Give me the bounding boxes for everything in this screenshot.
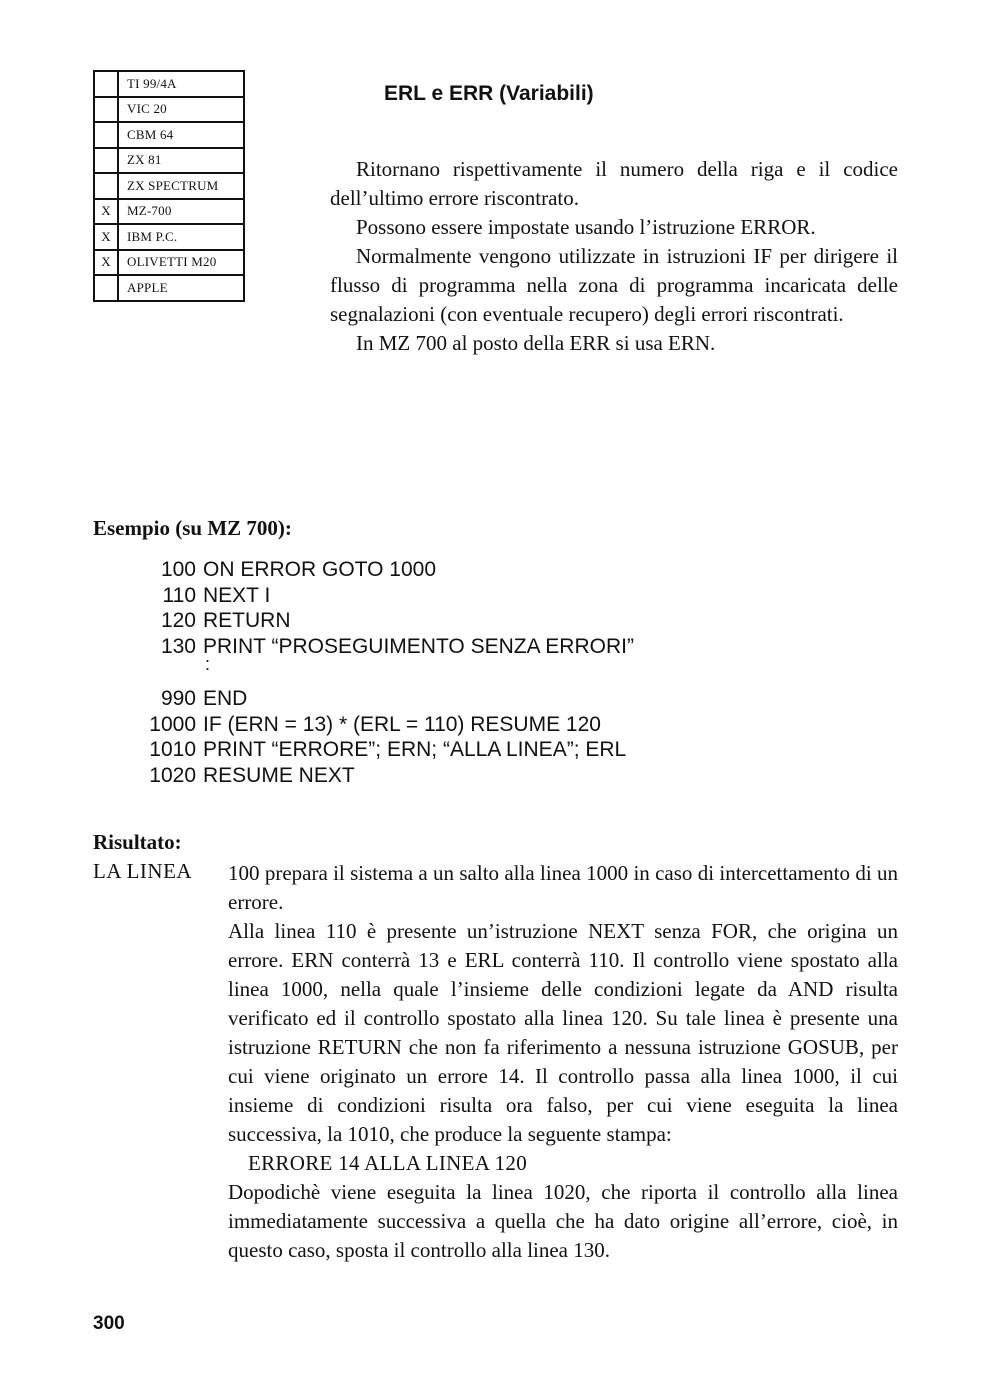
- result-text: [228, 859, 898, 1265]
- compat-system: APPLE: [118, 275, 244, 301]
- compat-system: TI 99/4A: [118, 71, 244, 97]
- compatibility-table: [93, 70, 245, 302]
- result-paragraph: Alla linea 110 è presente un’istruzione NEXT senza FOR, che origina un errore. ERN conterrà 13 e ERL conterrà 110. Il controllo viene spostato alla linea 1000, nella quale l’insieme delle condizioni legate da AND risulta verificato ed il controllo spostato alla linea 120. Su tale linea è presente una istruzione RETURN che non fa riferimento a nessuna istruzione GOSUB, per cui viene originato un errore 14. Il controllo passa alla linea 1000, il cui insieme di condizioni risulta ora falso, per cui viene eseguita la linea successiva, la 1010, che produce la seguente stampa:: [228, 919, 898, 1146]
- line-code: PRINT “ERRORE”; ERN; “ALLA LINEA”; ERL: [203, 738, 627, 761]
- code-line: [140, 634, 634, 660]
- compat-mark: X: [94, 224, 118, 250]
- compat-mark: [94, 275, 118, 301]
- compat-row: [94, 173, 244, 199]
- line-number: [140, 659, 203, 686]
- compat-row: [94, 71, 244, 97]
- printed-output: ERRORE 14 ALLA LINEA 120: [248, 1151, 528, 1175]
- code-line: [140, 557, 634, 583]
- compat-row: [94, 148, 244, 174]
- compat-mark: [94, 97, 118, 123]
- example-heading: Esempio (su MZ 700):: [93, 516, 292, 540]
- intro-paragraph: Possono essere impostate usando l’istruzione ERROR.: [356, 215, 816, 239]
- line-number: 130: [160, 634, 196, 658]
- compat-mark: [94, 71, 118, 97]
- compat-mark: [94, 173, 118, 199]
- intro-text: [330, 155, 898, 358]
- result-paragraph: 100 prepara il sistema a un salto alla linea 1000 in caso di intercettamento di un errore.: [228, 861, 898, 914]
- code-line: [140, 737, 634, 763]
- compat-mark: X: [94, 250, 118, 276]
- compat-system: CBM 64: [118, 122, 244, 148]
- compat-system: ZX SPECTRUM: [118, 173, 244, 199]
- compat-row: [94, 224, 244, 250]
- line-number: 1010: [149, 738, 196, 761]
- result-paragraph: Dopodichè viene eseguita la linea 1020, che riporta il controllo alla linea immediatamente successiva a quella che ha dato origine all’errore, cioè, in questo caso, sposta il controllo alla linea 130.: [228, 1180, 898, 1262]
- compat-row: [94, 250, 244, 276]
- result-label: LA LINEA: [93, 859, 193, 883]
- line-code: ON ERROR GOTO 1000: [203, 558, 437, 581]
- compat-system: OLIVETTI M20: [118, 250, 244, 276]
- section-title: ERL e ERR (Variabili): [384, 82, 594, 105]
- line-number: 990: [160, 687, 196, 710]
- line-number: 1000: [149, 712, 196, 736]
- compat-row: [94, 122, 244, 148]
- compat-system: VIC 20: [118, 97, 244, 123]
- compat-mark: [94, 122, 118, 148]
- result-heading: Risultato:: [93, 830, 182, 854]
- code-line: [140, 608, 634, 634]
- compat-mark: X: [94, 199, 118, 225]
- compat-row: [94, 275, 244, 301]
- code-listing: [140, 557, 634, 788]
- line-code: RESUME NEXT: [203, 763, 355, 787]
- intro-paragraph: In MZ 700 al posto della ERR si usa ERN.: [356, 331, 716, 355]
- compat-system: ZX 81: [118, 148, 244, 174]
- compat-row: [94, 199, 244, 225]
- line-code: END: [203, 687, 248, 710]
- code-line: [140, 583, 634, 609]
- line-code: :: [205, 654, 211, 674]
- line-code: NEXT I: [203, 583, 271, 607]
- code-line: [140, 763, 634, 789]
- line-code: PRINT “PROSEGUIMENTO SENZA ERRORI”: [203, 634, 634, 658]
- intro-paragraph: Ritornano rispettivamente il numero della riga e il codice dell’ultimo errore riscontrato.: [330, 157, 898, 210]
- intro-paragraph: Normalmente vengono utilizzate in istruzioni IF per dirigere il flusso di programma nella zona di programma incaricata delle segnalazioni (con eventuale recupero) degli errori riscontrati.: [330, 244, 898, 326]
- compat-system: MZ-700: [118, 199, 244, 225]
- code-ellipsis: [140, 654, 634, 686]
- code-line: [140, 686, 634, 712]
- compat-system: IBM P.C.: [118, 224, 244, 250]
- line-number: 110: [162, 583, 196, 607]
- line-number: 1020: [149, 763, 196, 787]
- line-code: RETURN: [203, 609, 291, 632]
- page-number: 300: [93, 1313, 125, 1334]
- line-number: 120: [160, 609, 196, 632]
- line-code: IF (ERN = 13) * (ERL = 110) RESUME 120: [203, 712, 601, 736]
- compat-mark: [94, 148, 118, 174]
- line-number: 100: [160, 558, 196, 581]
- compat-row: [94, 97, 244, 123]
- code-line: [140, 712, 634, 738]
